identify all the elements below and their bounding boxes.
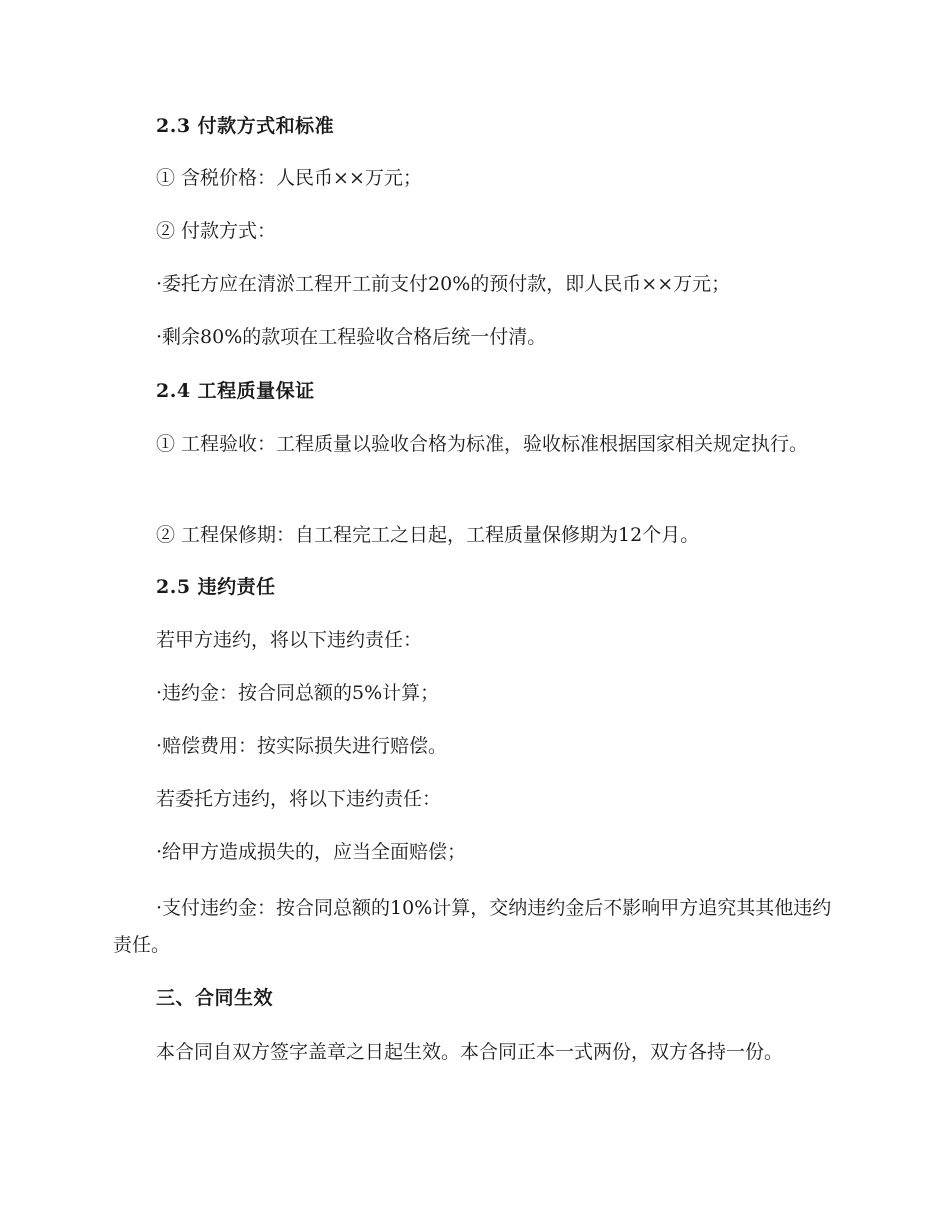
- effectiveness-paragraph: 本合同自双方签字盖章之日起生效。本合同正本一式两份，双方各持一份。: [156, 1041, 784, 1063]
- price-item: ① 含税价格：人民币××万元；: [156, 167, 422, 189]
- party-a-breach-text: 若甲方违约，将以下违约责任：: [156, 629, 423, 651]
- penalty-bullet: ·违约金：按合同总额的5%计算；: [156, 682, 440, 704]
- prepayment-bullet: ·委托方应在清淤工程开工前支付20%的预付款，即人民币××万元；: [156, 273, 731, 295]
- full-compensation-bullet: ·给甲方造成损失的，应当全面赔偿；: [156, 841, 467, 863]
- section-heading-2-5: 2.5 违约责任: [156, 576, 276, 598]
- acceptance-paragraph: ① 工程验收：工程质量以验收合格为标准，验收标准根据国家相关规定执行。: [156, 433, 809, 455]
- compensation-bullet: ·赔偿费用：按实际损失进行赔偿。: [156, 735, 448, 757]
- payment-method-item: ② 付款方式：: [156, 220, 277, 242]
- section-heading-2-3: 2.3 付款方式和标准: [156, 115, 335, 137]
- section-heading-3: 三、合同生效: [156, 987, 274, 1009]
- balance-bullet: ·剩余80%的款项在工程验收合格后统一付清。: [156, 326, 547, 348]
- warranty-item: ② 工程保修期：自工程完工之日起，工程质量保修期为12个月。: [156, 524, 700, 546]
- section-heading-2-4: 2.4 工程质量保证: [156, 380, 315, 402]
- penalty-ten-percent-paragraph: ·支付违约金：按合同总额的10%计算，交纳违约金后不影响甲方追究其其他违约责任。: [113, 897, 832, 956]
- client-breach-text: 若委托方违约，将以下违约责任：: [156, 788, 442, 810]
